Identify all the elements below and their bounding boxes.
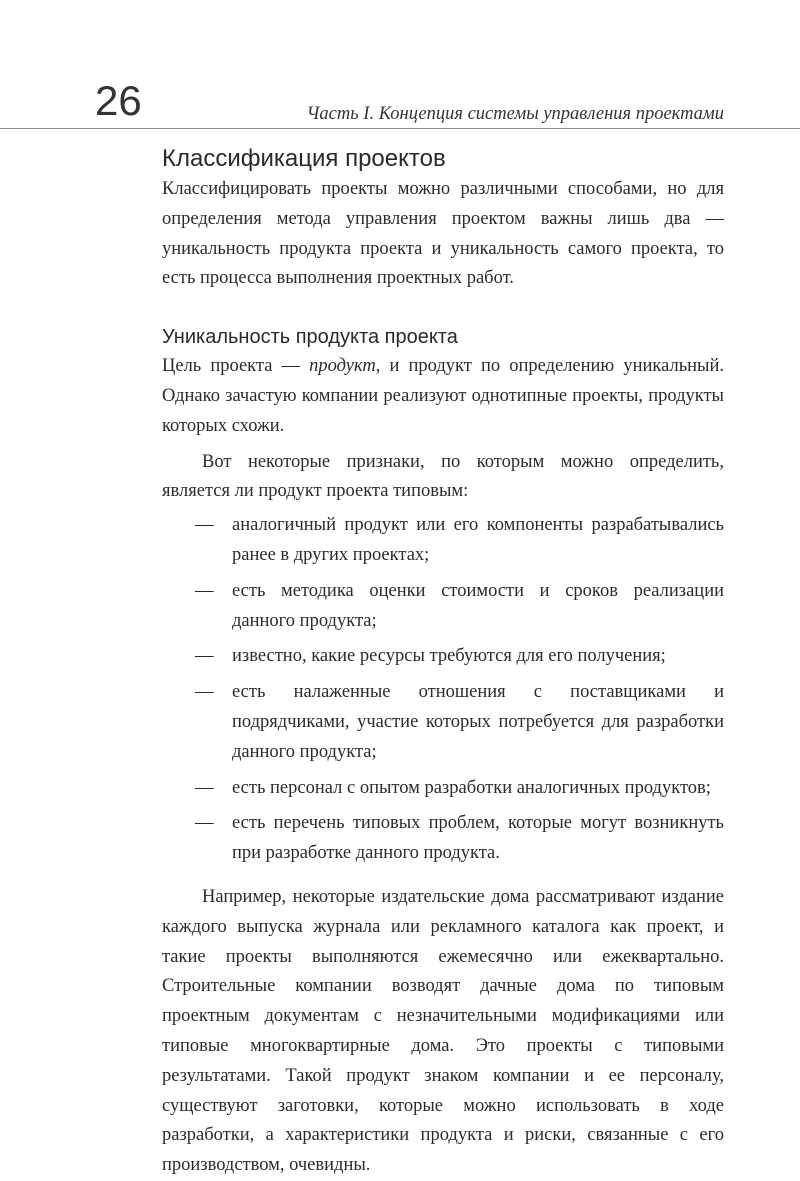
list-item — [162, 642, 724, 672]
paragraph-examples: Например, некоторые издательские дома рассматривают издание каждого выпуска журнала или рекламного каталога как проект, и такие проекты выполняются ежемесячно или ежеквартально. Строительные компании возводят дачные дома по типовым проектным документам с незначительными модификациями или типовые многоквартирные дома. Это проекты с типовыми результатами. Такой продукт знаком компании и ее персоналу, существуют заготовки, которые можно использовать в ходе разработки, а характеристики продукта и риски, связанные с его производством, очевидны. — [162, 886, 724, 1176]
paragraph-product-goal-end: , и продукт по определению уникальный. Однако зачастую компании реализуют однотипные проекты, продукты которых схожи. — [162, 356, 725, 436]
list-item — [162, 774, 724, 804]
dash-bullet: — — [195, 777, 214, 798]
dash-bullet: — — [195, 813, 214, 834]
list-item-text: известно, какие ресурсы требуются для его получения; — [232, 646, 666, 667]
dash-bullet: — — [195, 682, 214, 703]
product-term-italic: продукт — [309, 356, 376, 377]
paragraph-product-goal — [162, 352, 724, 441]
dash-bullet: — — [195, 515, 214, 536]
list-item-text: есть персонал с опытом разработки аналогичных продуктов; — [232, 777, 711, 798]
list-item-text: аналогичный продукт или его компоненты разрабатывались ранее в других проектах; — [232, 515, 724, 565]
paragraph-product-goal-start: Цель проекта — — [162, 356, 310, 377]
list-item — [162, 809, 724, 869]
subsection-title: Уникальность продукта проекта — [162, 326, 458, 349]
dash-bullet: — — [195, 580, 214, 601]
section-title: Классификация проектов — [162, 145, 446, 172]
page-number: 26 — [95, 77, 142, 124]
header-rule — [0, 128, 800, 129]
list-item — [162, 577, 724, 637]
running-head: Часть I. Концепция системы управления проектами — [306, 104, 724, 124]
list-item-text: есть перечень типовых проблем, которые могут возникнуть при разработке данного продукта. — [232, 813, 724, 864]
list-item-text: есть налаженные отношения с поставщиками и подрядчиками, участие которых потребуется для разработки данного продукта; — [232, 682, 724, 762]
section-intro-paragraph: Классифицировать проекты можно различными способами, но для определения метода управления проектом важны лишь два — уникальность продукта проекта и уникальность самого проекта, то есть процесса выполнения проектных работ. — [162, 179, 724, 289]
list-item-text: есть методика оценки стоимости и сроков реализации данного продукта; — [232, 580, 724, 631]
dash-bullet: — — [195, 646, 214, 667]
paragraph-typical-signs: Вот некоторые признаки, по которым можно определить, является ли продукт проекта типовым: — [162, 451, 724, 502]
page-body — [162, 143, 724, 1181]
list-item — [162, 511, 724, 571]
list-item — [162, 678, 724, 767]
typical-signs-list — [162, 511, 724, 869]
